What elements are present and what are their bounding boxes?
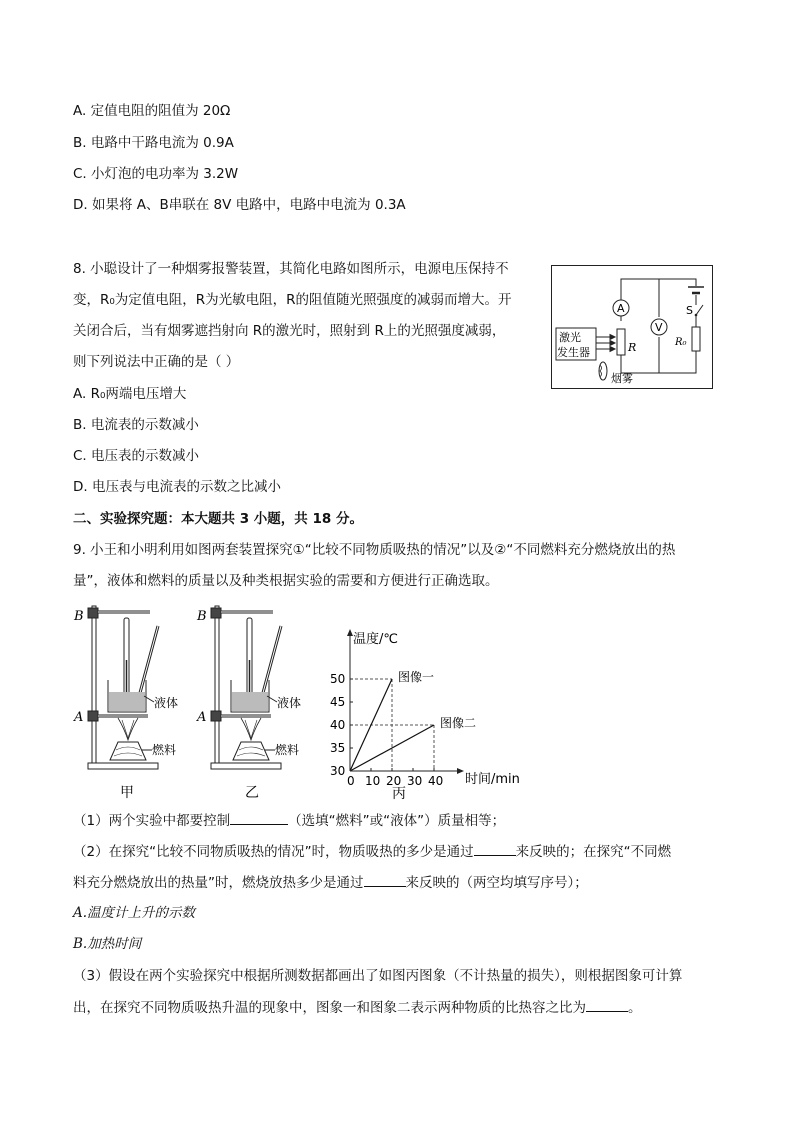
resistor-r0-label: R₀ <box>675 337 687 348</box>
y-tick-label: 40 <box>330 718 346 732</box>
voltmeter-label: V <box>655 321 663 334</box>
apparatus-yi-diagram <box>193 600 303 810</box>
q8-option-d: D. 电压表与电流表的示数之比减小 <box>73 479 281 495</box>
q9-sub3-blank[interactable] <box>586 997 628 1012</box>
apparatus-jia-fuel-label: 燃料 <box>152 743 177 757</box>
photoresistor-r <box>617 329 625 355</box>
y-axis-label: 温度/℃ <box>353 632 398 647</box>
y-tick-label: 50 <box>330 672 346 686</box>
ammeter-icon <box>613 300 629 316</box>
q9-sub2-text-a: （2）在探究“比较不同物质吸热的情况”时，物质吸热的多少是通过 <box>73 844 474 860</box>
ammeter-label: A <box>617 302 625 315</box>
q8-option-a: A. R₀两端电压增大 <box>73 386 187 402</box>
laser-label-line2: 发生器 <box>557 346 590 359</box>
apparatus-jia-label-a: A <box>74 710 84 725</box>
q9-sub1-end: （选填“燃料”或“液体”）质量相等； <box>288 813 506 829</box>
y-tick-label: 45 <box>330 695 346 709</box>
q9-sub1-text: （1）两个实验中都要控制 <box>73 813 231 829</box>
q9-sub2-text-b: 来反映的；在探究“不同燃 <box>515 844 672 860</box>
q9-stem-line1: 9. 小王和小明利用如图两套装置探究①“比较不同物质吸热的情况”以及②“不同燃料充分燃烧放出的热 <box>73 542 676 558</box>
burner-icon <box>233 742 269 760</box>
q8-stem-line1: 8. 小聪设计了一种烟雾报警装置，其简化电路如图所示，电源电压保持不 <box>73 261 509 277</box>
q9-sub1 <box>73 810 505 831</box>
y-tick-label: 30 <box>330 764 346 778</box>
q9-sub1-blank[interactable] <box>230 810 288 825</box>
apparatus-jia-caption: 甲 <box>120 785 134 801</box>
q7-option-d: D. 如果将 A、B串联在 8V 电路中，电路中电流为 0.3A <box>73 197 406 213</box>
q8-stem-line4: 则下列说法中正确的是（ ） <box>73 354 240 370</box>
apparatus-jia-label-b: B <box>74 609 84 624</box>
fixed-resistor-r0 <box>692 327 700 351</box>
resistor-r-label: R <box>628 341 637 354</box>
series-label-2: 图像二 <box>440 716 477 730</box>
voltmeter-icon <box>651 319 667 335</box>
q9-stem-line2: 量”，液体和燃料的质量以及种类根据实验的需要和方便进行正确选取。 <box>73 573 499 589</box>
flame-icon <box>241 718 261 740</box>
q7-option-b: B. 电路中干路电流为 0.9A <box>73 135 234 151</box>
laser-label-line1: 激光 <box>559 331 581 344</box>
x-tick-label: 0 <box>347 774 355 788</box>
apparatus-yi-label-a: A <box>197 710 207 725</box>
series-label-1: 图像一 <box>398 670 435 684</box>
apparatus-jia-liquid-label: 液体 <box>154 696 179 710</box>
q9-sub2-text-d: 来反映的（两空均填写序号）； <box>405 875 588 891</box>
y-tick-label: 35 <box>330 741 346 755</box>
temperature-time-chart <box>320 625 530 803</box>
x-tick-label: 20 <box>386 774 402 788</box>
apparatus-yi-label-b: B <box>197 609 207 624</box>
q8-stem-line2: 变，R₀为定值电阻，R为光敏电阻，R的阻值随光照强度的减弱而增大。开 <box>73 292 512 308</box>
q8-option-b: B. 电流表的示数减小 <box>73 417 199 433</box>
x-axis-label: 时间/min <box>465 772 520 787</box>
q7-option-a: A. 定值电阻的阻值为 20Ω <box>73 103 231 119</box>
smoke-label: 烟雾 <box>611 372 633 385</box>
apparatus-yi-caption: 乙 <box>245 785 259 801</box>
switch-label: S <box>686 304 693 317</box>
x-tick-label: 40 <box>428 774 444 788</box>
smoke-alarm-circuit-diagram <box>551 265 713 389</box>
apparatus-jia-diagram <box>70 600 179 810</box>
q9-choice-b: B.加热时间 <box>73 936 142 952</box>
chart-caption: 丙 <box>392 786 406 802</box>
q9-sub3-line2 <box>73 997 642 1018</box>
x-axis-arrow-icon <box>457 768 464 774</box>
q9-sub3-line1: （3）假设在两个实验探究中根据所测数据都画出了如图丙图象（不计热量的损失），则根据图象可计算 <box>73 968 683 984</box>
q8-stem-line3: 关闭合后，当有烟雾遮挡射向 R的激光时，照射到 R上的光照强度减弱， <box>73 323 506 339</box>
apparatus-yi-liquid-label: 液体 <box>277 696 302 710</box>
q9-sub3-text: 出，在探究不同物质吸热升温的现象中，图象一和图象二表示两种物质的比热容之比为 <box>73 1000 586 1016</box>
apparatus-yi-fuel-label: 燃料 <box>275 743 300 757</box>
flame-icon <box>118 718 138 740</box>
q9-sub2-line2 <box>73 872 588 893</box>
burner-icon <box>110 742 146 760</box>
q8-option-c: C. 电压表的示数减小 <box>73 448 200 464</box>
q9-sub2-line1 <box>73 841 671 862</box>
x-tick-label: 30 <box>407 774 423 788</box>
q9-sub3-end: 。 <box>628 1000 642 1016</box>
q9-sub2-text-c: 料充分燃烧放出的热量”时，燃烧放热多少是通过 <box>73 875 364 891</box>
q7-option-c: C. 小灯泡的电功率为 3.2W <box>73 166 239 182</box>
q9-sub2-blank1[interactable] <box>474 841 516 856</box>
x-tick-label: 10 <box>365 774 381 788</box>
q9-sub2-blank2[interactable] <box>364 872 406 887</box>
q9-choice-a: A.温度计上升的示数 <box>73 905 196 921</box>
section2-title: 二、实验探究题：本大题共 3 小题，共 18 分。 <box>73 511 363 527</box>
